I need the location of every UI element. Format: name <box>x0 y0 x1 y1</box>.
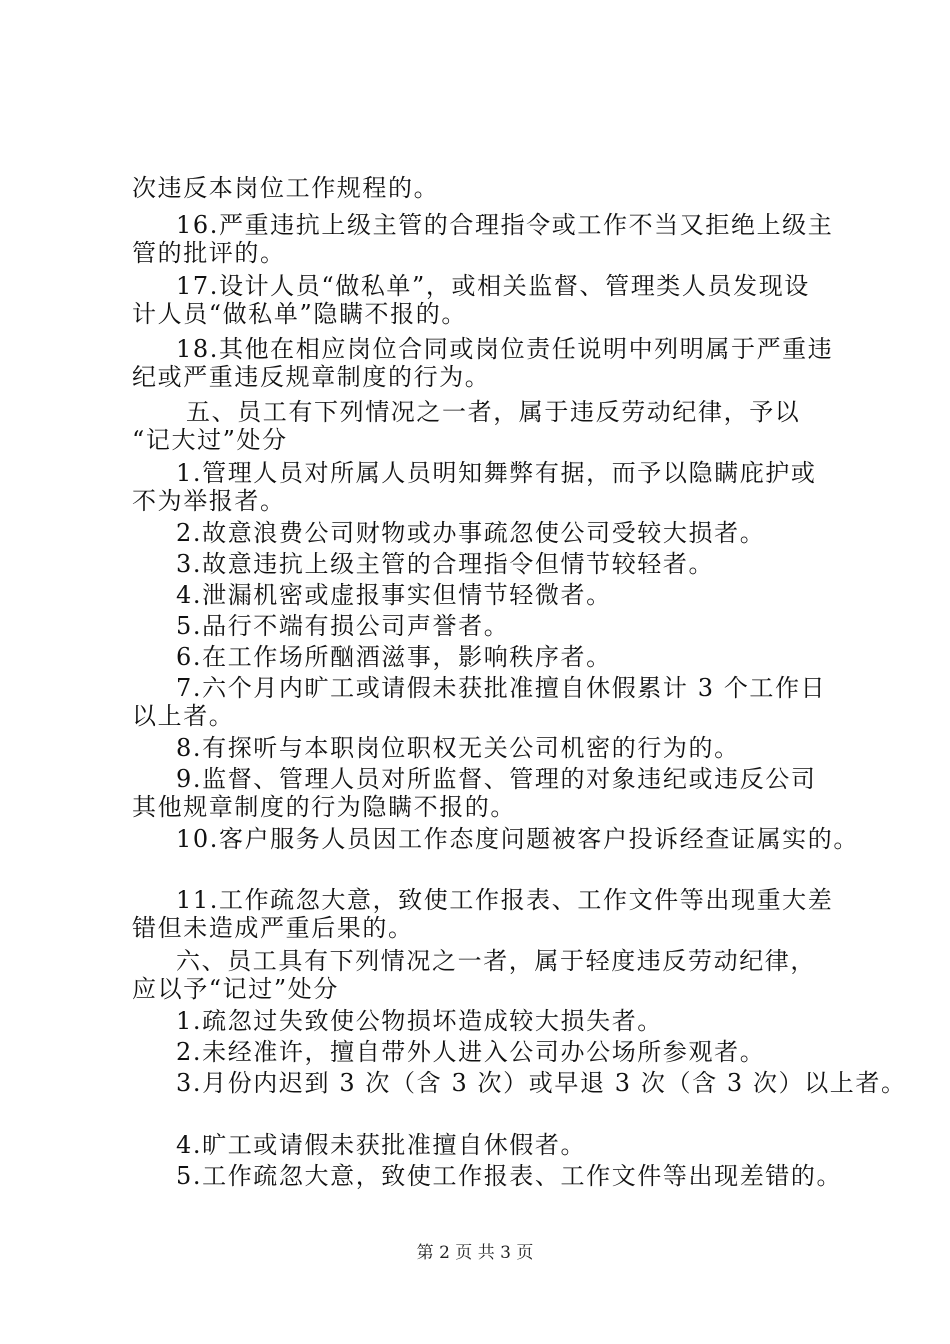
text-line: 1.疏忽过失致使公物损坏造成较大损失者。 <box>176 1007 663 1035</box>
section-heading-cont: 应以予“记过”处分 <box>132 975 339 1003</box>
section-heading-cont: “记大过”处分 <box>132 426 288 454</box>
text-line: 17.设计人员“做私单”，或相关监督、管理类人员发现设 <box>176 272 810 300</box>
text-line: 不为举报者。 <box>132 487 286 515</box>
text-line: 4.泄漏机密或虚报事实但情节轻微者。 <box>176 581 612 609</box>
text-line: 2.未经准许，擅自带外人进入公司办公场所参观者。 <box>176 1038 766 1066</box>
text-line: 管的批评的。 <box>132 239 286 267</box>
text-line: 7.六个月内旷工或请假未获批准擅自休假累计 3 个工作日 <box>176 674 827 702</box>
section-heading: 五、员工有下列情况之一者，属于违反劳动纪律，予以 <box>186 398 801 426</box>
text-line: 3.故意违抗上级主管的合理指令但情节较轻者。 <box>176 550 715 578</box>
text-line: 2.故意浪费公司财物或办事疏忽使公司受较大损者。 <box>176 519 766 547</box>
text-line: 6.在工作场所酗酒滋事，影响秩序者。 <box>176 643 612 671</box>
text-line: 计人员“做私单”隐瞒不报的。 <box>132 300 467 328</box>
text-line: 次违反本岗位工作规程的。 <box>132 174 440 202</box>
text-line: 1.管理人员对所属人员明知舞弊有据，而予以隐瞒庇护或 <box>176 459 817 487</box>
text-line: 以上者。 <box>132 702 235 730</box>
text-line: 纪或严重违反规章制度的行为。 <box>132 363 491 391</box>
text-line: 16.严重违抗上级主管的合理指令或工作不当又拒绝上级主 <box>176 211 834 239</box>
text-line: 11.工作疏忽大意，致使工作报表、工作文件等出现重大差 <box>176 886 834 914</box>
text-line: 8.有探听与本职岗位职权无关公司机密的行为的。 <box>176 734 740 762</box>
page-number-footer: 第 2 页 共 3 页 <box>416 1243 534 1263</box>
text-line: 5.工作疏忽大意，致使工作报表、工作文件等出现差错的。 <box>176 1162 843 1190</box>
section-heading: 六、员工具有下列情况之一者，属于轻度违反劳动纪律， <box>176 947 816 975</box>
text-line: 9.监督、管理人员对所监督、管理的对象违纪或违反公司 <box>176 765 817 793</box>
text-line: 3.月份内迟到 3 次（含 3 次）或早退 3 次（含 3 次）以上者。 <box>176 1069 907 1097</box>
text-line: 4.旷工或请假未获批准擅自休假者。 <box>176 1131 587 1159</box>
text-line: 5.品行不端有损公司声誉者。 <box>176 612 510 640</box>
text-line: 其他规章制度的行为隐瞒不报的。 <box>132 793 516 821</box>
text-line: 18.其他在相应岗位合同或岗位责任说明中列明属于严重违 <box>176 335 834 363</box>
text-line: 错但未造成严重后果的。 <box>132 914 414 942</box>
text-line: 10.客户服务人员因工作态度问题被客户投诉经查证属实的。 <box>176 825 859 853</box>
